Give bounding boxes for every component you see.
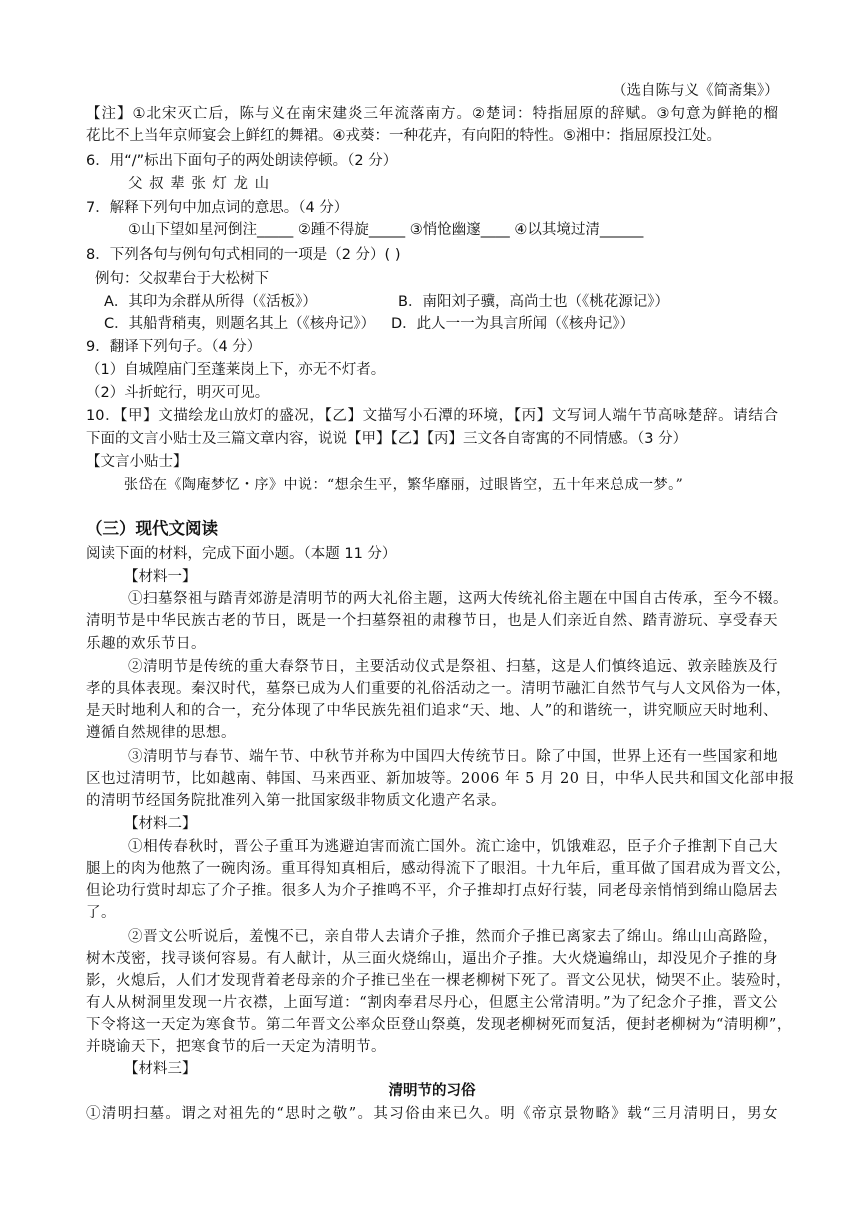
note-line-2: 花比不上当年京师宴会上鲜红的舞裙。④戎葵：一种花卉，有向阳的特性。⑤湘中：指屈原投江处。 [86, 128, 721, 144]
question-10-line-1: 10．【甲】文描绘龙山放灯的盛况，【乙】文描写小石潭的环境，【丙】文写词人端午节高咏楚辞。请结合 [86, 408, 778, 424]
material-2-p2-line: 并晓谕天下，把寒食节的后一天定为清明节。 [86, 1039, 386, 1055]
material-2-label: 【材料二】 [124, 816, 197, 832]
question-8-option-c: C．其船背稍夷，则题名其上（《核舟记》） [104, 316, 376, 332]
material-2-p2-line: 下令将这一天定为寒食节。第二年晋文公率众臣登山祭奠，发现老柳树死而复活，便封老柳树为“清明柳”， [86, 1017, 792, 1033]
source-citation: （选自陈与义《简斋集》） [612, 83, 779, 99]
material-3-title: 清明节的习俗 [388, 1083, 476, 1099]
question-8-stem: 8．下列各句与例句句式相同的一项是（2 分）( ) [86, 247, 401, 263]
question-8-example: 例句：父叔辈台于大松树下 [95, 271, 269, 287]
material-3-p1-line: ①清明扫墓。谓之对祖先的“思时之敬”。其习俗由来已久。明《帝京景物略》载“三月清明日，男女 [86, 1106, 778, 1122]
material-2-p1-line: 腿上的肉为他熬了一碗肉汤。重耳得知真相后，感动得流下了眼泪。十九年后，重耳做了国君成为晋文公， [86, 861, 791, 877]
material-1-label: 【材料一】 [124, 569, 197, 585]
material-2-p1-line: 但论功行赏时却忘了介子推。很多人为介子推鸣不平，介子推却打点好行装，同老母亲悄悄到绵山隐居去 [86, 883, 778, 899]
material-1-p1-line: ①扫墓祭祖与踏青郊游是清明节的两大礼俗主题，这两大传统礼俗主题在中国自古传承，至今不辍。 [128, 591, 788, 607]
question-8-option-b: B．南阳刘子骥，高尚士也（《桃花源记》） [398, 294, 669, 310]
material-1-p2-line: 遵循自然规律的思想。 [86, 725, 236, 741]
classical-tip-text: 张岱在《陶庵梦忆・序》中说：“想余生平，繁华靡丽，过眼皆空，五十年来总成一梦。” [124, 477, 684, 493]
material-1-p2-line: 孝的具体表现。秦汉时代，墓祭已成为人们重要的礼俗活动之一。清明节融汇自然节气与人文风俗为一体， [86, 681, 791, 697]
material-1-p3-line: ③清明节与春节、端午节、中秋节并称为中国四大传统节日。除了中国，世界上还有一些国家和地 [128, 749, 778, 765]
material-3-label: 【材料三】 [124, 1061, 197, 1077]
section-3-intro: 阅读下面的材料，完成下面小题。（本题 11 分） [86, 546, 397, 562]
material-1-p2-line: 是天时地利人和的合一，充分体现了中华民族先祖们追求“天、地、人”的和谐统一，讲究顺应天时地利、 [86, 703, 778, 719]
material-1-p1-line: 清明节是中华民族古老的节日，既是一个扫墓祭祖的肃穆节日，也是人们亲近自然、踏青游玩、享受春天 [86, 613, 778, 629]
section-3-title: （三）现代文阅读 [86, 519, 218, 538]
question-8-option-d: D．此人一一为具言所闻（《核舟记》） [391, 316, 635, 332]
question-6-stem: 6．用“/”标出下面句子的两处朗读停顿。（2 分） [86, 153, 398, 169]
question-7-items: ①山下望如星河倒注_____ ②踵不得旋_____ ③悄怆幽邃____ ④以其境过清______ [128, 222, 644, 238]
material-1-p3-line: 的清明节经国务院批准列入第一批国家级非物质文化遗产名录。 [86, 793, 506, 809]
material-1-p2-line: ②清明节是传统的重大春祭节日，主要活动仪式是祭祖、扫墓，这是人们慎终追远、敦亲睦族及行 [128, 659, 778, 675]
question-9-stem: 9．翻译下列句子。（4 分） [86, 339, 262, 355]
question-9-sentence-1: （1）自城隍庙门至蓬莱岗上下，亦无不灯者。 [86, 362, 386, 378]
material-1-p1-line: 乐趣的欢乐节日。 [86, 636, 206, 652]
question-8-option-a: A．其印为余群从所得（《活板》） [104, 294, 317, 310]
classical-tip-title: 【文言小贴士】 [86, 454, 188, 470]
material-2-p1-line: 了。 [86, 905, 116, 921]
question-6-sentence: 父 叔 辈 张 灯 龙 山 [128, 176, 270, 192]
material-2-p2-line: ②晋文公听说后，羞愧不已，亲自带人去请介子推，然而介子推已离家去了绵山。绵山山高路险， [128, 929, 778, 945]
note-line-1: 【注】①北宋灭亡后，陈与义在南宋建炎三年流落南方。②楚词：特指屈原的辞赋。③句意为鲜艳的榴 [86, 106, 778, 122]
material-1-p3-line: 区也过清明节，比如越南、韩国、马来西亚、新加坡等。2006 年 5 月 20 日，中华人民共和国文化部申报 [86, 771, 795, 787]
question-10-line-2: 下面的文言小贴士及三篇文章内容，说说【甲】【乙】【丙】三文各自寄寓的不同情感。（3 分） [86, 431, 688, 447]
material-2-p2-line: 树木茂密，找寻谈何容易。有人献计，从三面火烧绵山，逼出介子推。大火烧遍绵山，却没见介子推的身 [86, 951, 778, 967]
material-2-p1-line: ①相传春秋时，晋公子重耳为逃避迫害而流亡国外。流亡途中，饥饿难忍，臣子介子推割下自己大 [128, 839, 778, 855]
material-2-p2-line: 有人从树洞里发现一片衣襟，上面写道：“割肉奉君尽丹心，但愿主公常清明。”为了纪念介子推，晋文公 [86, 995, 778, 1011]
question-7-stem: 7．解释下列句中加点词的意思。（4 分） [86, 200, 349, 216]
material-2-p2-line: 影，火熄后，人们才发现背着老母亲的介子推已坐在一棵老柳树下死了。晋文公见状，恸哭不止。装殓时， [86, 973, 791, 989]
question-9-sentence-2: （2）斗折蛇行，明灭可见。 [86, 385, 270, 401]
